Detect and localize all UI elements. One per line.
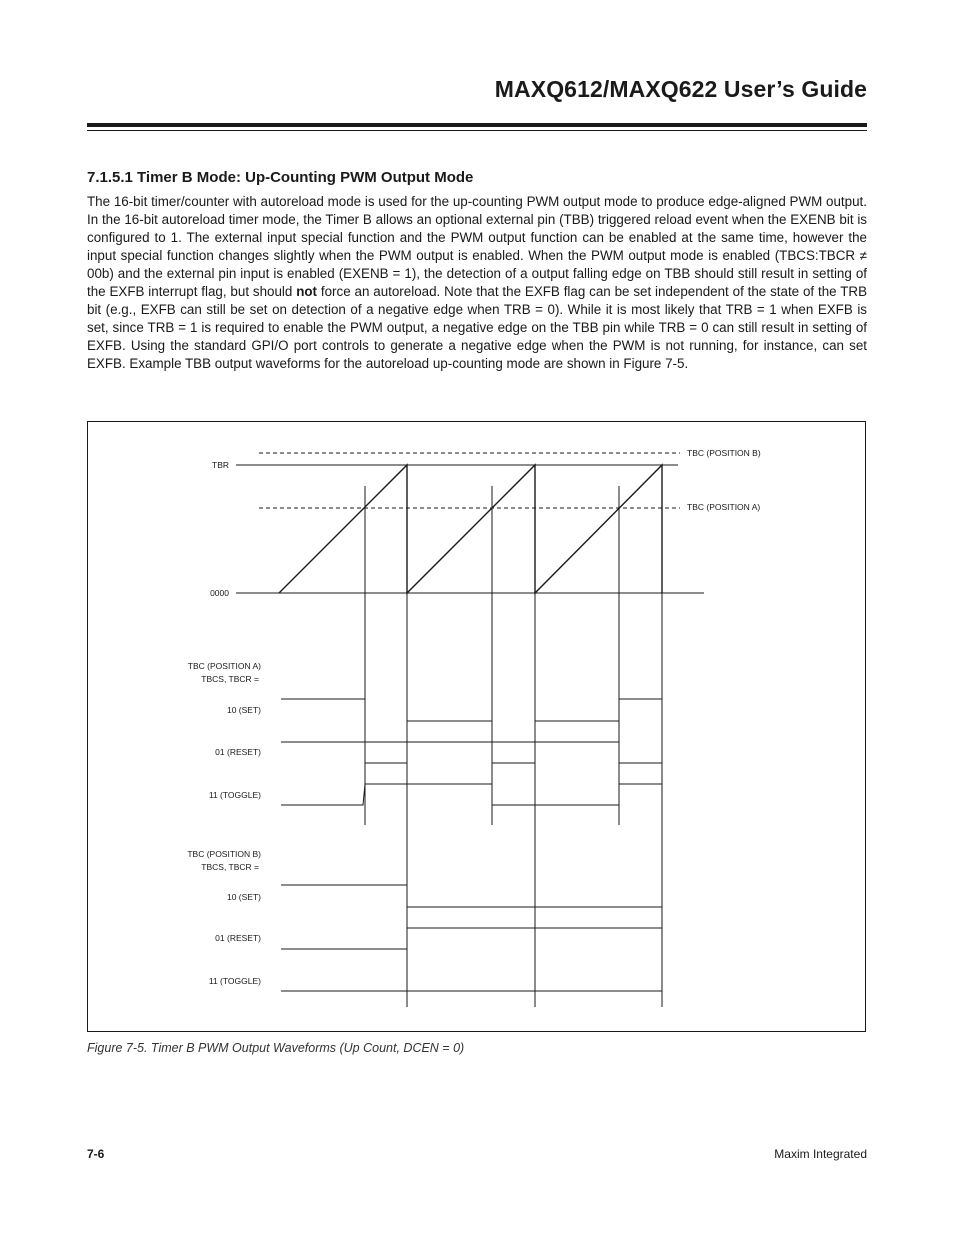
group-a-reset-label: 01 (RESET): [215, 747, 261, 757]
group-b-toggle-label: 11 (TOGGLE): [208, 976, 261, 986]
group-a-toggle-label: 11 (TOGGLE): [208, 790, 261, 800]
figure-caption: Figure 7-5. Timer B PWM Output Waveforms (Up Count, DCEN = 0): [87, 1041, 465, 1055]
paragraph-text-part-1: The 16-bit timer/counter with autoreload mode is used for the up-counting PWM output mode to produce edge-aligned PWM output. In the 16-bit autoreload timer mode, the Timer B allows an optional external pin (TBB) triggered reload event when the EXENB bit is configured to 1. The external input special function and the PWM output function can be enabled at the same time, however the input special function changes slightly when the PWM output is enabled. When the PWM output mode is enabled (TBCS:TBCR ≠ 00b) and the external pin input is enabled (EXENB = 1), the detection of a output falling edge on TBB should still result in setting of the EXFB interrupt flag, but should: [87, 194, 867, 299]
header-rule-thin: [87, 130, 867, 131]
position-a-set-waveform: [281, 699, 662, 742]
position-a-toggle-waveform: [281, 784, 662, 805]
tbr-label: TBR: [212, 460, 229, 470]
group-a-subtitle: TBCS, TBCR =: [201, 674, 259, 684]
waveform-diagram: [88, 422, 867, 1033]
section-paragraph: [87, 193, 867, 373]
group-b-set-label: 10 (SET): [226, 892, 261, 902]
section-heading: 7.1.5.1 Timer B Mode: Up-Counting PWM Output Mode: [87, 169, 474, 186]
position-a-reset-waveform: [281, 742, 662, 763]
group-b-subtitle: TBCS, TBCR =: [201, 862, 259, 872]
paragraph-text-part-2: force an autoreload. Note that the EXFB flag can be set independent of the state of the TRB bit (e.g., EXFB can still be set on detection of a negative edge when TRB = 0). While it is most likely that TRB = 1 when EXFB is set, since TRB = 1 is required to enable the PWM output, a negative edge on the TBB pin while TRB = 0 can still result in setting of EXFB. Using the standard GPI/O port controls to generate a negative edge when the PWM is not running, for instance, can set EXFB. Example TBB output waveforms for the autoreload up-counting mode are shown in Figure 7-5.: [87, 284, 867, 371]
group-b-title: TBC (POSITION B): [187, 849, 261, 859]
page-number: 7-6: [87, 1147, 105, 1161]
group-a-title: TBC (POSITION A): [187, 661, 261, 671]
group-b-reset-label: 01 (RESET): [215, 933, 261, 943]
position-b-reset-waveform: [281, 928, 407, 949]
waveform-figure: [87, 421, 866, 1032]
document-title: MAXQ612/MAXQ622 User’s Guide: [494, 76, 867, 102]
position-b-right-label: TBC (POSITION B): [687, 448, 761, 458]
timer-ramp: [279, 465, 662, 593]
header-rule-thick: [87, 123, 867, 127]
paragraph-bold-word: not: [296, 284, 318, 299]
zero-label: 0000: [210, 588, 229, 598]
publisher-name: Maxim Integrated: [774, 1147, 867, 1161]
position-a-right-label: TBC (POSITION A): [687, 502, 761, 512]
group-a-set-label: 10 (SET): [226, 705, 261, 715]
